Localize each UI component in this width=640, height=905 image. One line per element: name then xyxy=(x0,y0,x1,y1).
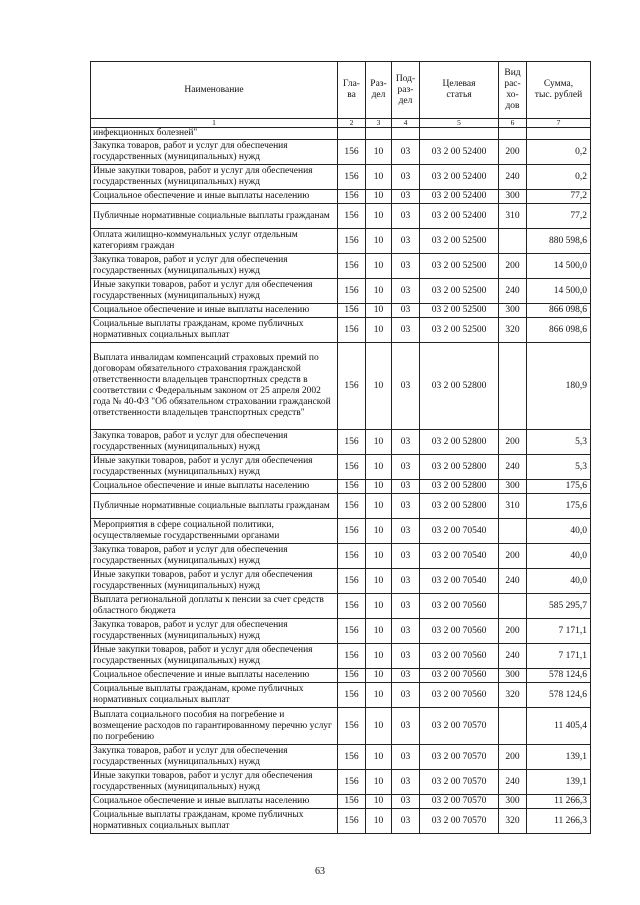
budget-table-sheet xyxy=(90,61,590,834)
row-sum: 11 405,4 xyxy=(527,708,591,745)
column-number: 4 xyxy=(392,119,420,128)
row-chapter: 156 xyxy=(338,809,366,834)
header-sum: Сумма, тыс. рублей xyxy=(527,62,591,119)
header-row xyxy=(91,62,591,119)
row-section: 10 xyxy=(366,190,392,204)
row-name: Иные закупки товаров, работ и услуг для обеспечения государственных (муниципальных) нужд xyxy=(91,770,338,795)
row-section: 10 xyxy=(366,318,392,343)
row-chapter: 156 xyxy=(338,165,366,190)
row-section: 10 xyxy=(366,279,392,304)
row-section: 10 xyxy=(366,455,392,480)
row-subsection: 03 xyxy=(392,455,420,480)
row-target-article: 03 2 00 52500 xyxy=(420,279,499,304)
row-subsection: 03 xyxy=(392,809,420,834)
row-chapter: 156 xyxy=(338,279,366,304)
row-chapter: 156 xyxy=(338,594,366,619)
row-sum: 578 124,6 xyxy=(527,669,591,683)
row-expense-type xyxy=(499,708,527,745)
row-section: 10 xyxy=(366,544,392,569)
row-target-article: 03 2 00 52400 xyxy=(420,165,499,190)
row-sum: 139,1 xyxy=(527,745,591,770)
row-expense-type: 310 xyxy=(499,494,527,519)
row-target-article: 03 2 00 52500 xyxy=(420,318,499,343)
row-expense-type: 320 xyxy=(499,809,527,834)
row-sum: 866 098,6 xyxy=(527,304,591,318)
row-expense-type: 240 xyxy=(499,770,527,795)
row-expense-type: 300 xyxy=(499,669,527,683)
table-row xyxy=(91,279,591,304)
table-row xyxy=(91,254,591,279)
row-section: 10 xyxy=(366,229,392,254)
row-name: Иные закупки товаров, работ и услуг для обеспечения государственных (муниципальных) нужд xyxy=(91,569,338,594)
row-expense-type xyxy=(499,229,527,254)
row-section: 10 xyxy=(366,254,392,279)
row-section: 10 xyxy=(366,809,392,834)
row-chapter: 156 xyxy=(338,254,366,279)
row-sum: 139,1 xyxy=(527,770,591,795)
row-chapter: 156 xyxy=(338,343,366,430)
table-row xyxy=(91,594,591,619)
table-row xyxy=(91,480,591,494)
column-number: 2 xyxy=(338,119,366,128)
row-subsection: 03 xyxy=(392,254,420,279)
row-section: 10 xyxy=(366,795,392,809)
row-expense-type: 300 xyxy=(499,304,527,318)
row-name: Закупка товаров, работ и услуг для обеспечения государственных (муниципальных) нужд xyxy=(91,745,338,770)
row-chapter: 156 xyxy=(338,669,366,683)
table-row xyxy=(91,494,591,519)
row-name: Выплата региональной доплаты к пенсии за счет средств областного бюджета xyxy=(91,594,338,619)
row-subsection: 03 xyxy=(392,229,420,254)
row-name: Иные закупки товаров, работ и услуг для обеспечения государственных (муниципальных) нужд xyxy=(91,279,338,304)
table-row xyxy=(91,128,591,140)
row-target-article: 03 2 00 70560 xyxy=(420,619,499,644)
row-chapter: 156 xyxy=(338,430,366,455)
row-subsection: 03 xyxy=(392,519,420,544)
column-number: 3 xyxy=(366,119,392,128)
row-name: Закупка товаров, работ и услуг для обеспечения государственных (муниципальных) нужд xyxy=(91,254,338,279)
column-number: 5 xyxy=(420,119,499,128)
row-target-article: 03 2 00 52500 xyxy=(420,254,499,279)
row-section: 10 xyxy=(366,304,392,318)
table-row xyxy=(91,190,591,204)
row-sum: 585 295,7 xyxy=(527,594,591,619)
row-name: Закупка товаров, работ и услуг для обеспечения государственных (муниципальных) нужд xyxy=(91,544,338,569)
row-chapter: 156 xyxy=(338,204,366,229)
row-sum: 11 266,3 xyxy=(527,809,591,834)
row-name: Иные закупки товаров, работ и услуг для обеспечения государственных (муниципальных) нужд xyxy=(91,455,338,480)
row-subsection: 03 xyxy=(392,770,420,795)
row-expense-type: 200 xyxy=(499,254,527,279)
table-body xyxy=(91,128,591,834)
row-name: Выплата инвалидам компенсаций страховых премий по договорам обязательного страхования гражданской ответственности владельцев транспортных средств в соответствии с Федеральным законом от 25 апреля 2002 года № 40-ФЗ "Об обязательном страховании гражданской ответственности владельцев транспортных средств" xyxy=(91,343,338,430)
row-subsection xyxy=(392,128,420,140)
row-expense-type: 200 xyxy=(499,430,527,455)
row-sum: 11 266,3 xyxy=(527,795,591,809)
row-chapter: 156 xyxy=(338,480,366,494)
row-section: 10 xyxy=(366,644,392,669)
row-expense-type: 240 xyxy=(499,279,527,304)
row-chapter: 156 xyxy=(338,770,366,795)
row-sum: 175,6 xyxy=(527,494,591,519)
row-expense-type xyxy=(499,519,527,544)
row-section: 10 xyxy=(366,619,392,644)
row-sum: 40,0 xyxy=(527,544,591,569)
row-chapter: 156 xyxy=(338,683,366,708)
table-row xyxy=(91,619,591,644)
row-name: Закупка товаров, работ и услуг для обеспечения государственных (муниципальных) нужд xyxy=(91,140,338,165)
row-section: 10 xyxy=(366,480,392,494)
row-sum: 7 171,1 xyxy=(527,644,591,669)
row-chapter: 156 xyxy=(338,745,366,770)
row-chapter: 156 xyxy=(338,304,366,318)
row-name: Мероприятия в сфере социальной политики, осуществляемые государственными органами xyxy=(91,519,338,544)
row-target-article: 03 2 00 70570 xyxy=(420,809,499,834)
row-section: 10 xyxy=(366,519,392,544)
row-sum: 77,2 xyxy=(527,204,591,229)
row-expense-type: 300 xyxy=(499,795,527,809)
header-glava: Гла- ва xyxy=(338,62,366,119)
row-subsection: 03 xyxy=(392,343,420,430)
row-target-article: 03 2 00 52400 xyxy=(420,190,499,204)
table-row xyxy=(91,544,591,569)
row-subsection: 03 xyxy=(392,795,420,809)
row-name: Социальное обеспечение и иные выплаты населению xyxy=(91,795,338,809)
table-row xyxy=(91,795,591,809)
row-name: Социальные выплаты гражданам, кроме публичных нормативных социальных выплат xyxy=(91,683,338,708)
header-expense-type: Вид рас- хо- дов xyxy=(499,62,527,119)
row-chapter: 156 xyxy=(338,569,366,594)
row-target-article: 03 2 00 52800 xyxy=(420,455,499,480)
budget-table xyxy=(90,61,591,834)
row-section: 10 xyxy=(366,745,392,770)
row-expense-type: 310 xyxy=(499,204,527,229)
row-sum xyxy=(527,128,591,140)
row-target-article: 03 2 00 52800 xyxy=(420,494,499,519)
row-target-article: 03 2 00 52400 xyxy=(420,140,499,165)
table-row xyxy=(91,569,591,594)
row-sum: 7 171,1 xyxy=(527,619,591,644)
row-subsection: 03 xyxy=(392,204,420,229)
row-sum: 866 098,6 xyxy=(527,318,591,343)
table-row xyxy=(91,669,591,683)
row-name: Закупка товаров, работ и услуг для обеспечения государственных (муниципальных) нужд xyxy=(91,619,338,644)
row-chapter: 156 xyxy=(338,494,366,519)
row-section: 10 xyxy=(366,204,392,229)
table-row xyxy=(91,644,591,669)
header-target-article: Целевая статья xyxy=(420,62,499,119)
row-name: Социальные выплаты гражданам, кроме публичных нормативных социальных выплат xyxy=(91,318,338,343)
row-expense-type xyxy=(499,128,527,140)
row-section xyxy=(366,128,392,140)
row-chapter: 156 xyxy=(338,455,366,480)
row-subsection: 03 xyxy=(392,140,420,165)
row-name: Иные закупки товаров, работ и услуг для обеспечения государственных (муниципальных) нужд xyxy=(91,644,338,669)
row-name: Социальное обеспечение и иные выплаты населению xyxy=(91,480,338,494)
row-section: 10 xyxy=(366,594,392,619)
row-target-article: 03 2 00 70560 xyxy=(420,669,499,683)
row-target-article: 03 2 00 70540 xyxy=(420,519,499,544)
row-name: Социальное обеспечение и иные выплаты населению xyxy=(91,669,338,683)
row-expense-type: 240 xyxy=(499,455,527,480)
row-section: 10 xyxy=(366,708,392,745)
table-row xyxy=(91,745,591,770)
row-subsection: 03 xyxy=(392,190,420,204)
page-number: 63 xyxy=(315,866,325,877)
row-subsection: 03 xyxy=(392,708,420,745)
row-name: Закупка товаров, работ и услуг для обеспечения государственных (муниципальных) нужд xyxy=(91,430,338,455)
row-section: 10 xyxy=(366,140,392,165)
column-number: 7 xyxy=(527,119,591,128)
row-subsection: 03 xyxy=(392,544,420,569)
row-chapter: 156 xyxy=(338,190,366,204)
row-chapter: 156 xyxy=(338,519,366,544)
row-chapter: 156 xyxy=(338,140,366,165)
row-sum: 14 500,0 xyxy=(527,279,591,304)
table-row xyxy=(91,770,591,795)
row-subsection: 03 xyxy=(392,569,420,594)
row-expense-type: 240 xyxy=(499,165,527,190)
row-expense-type: 240 xyxy=(499,644,527,669)
row-expense-type xyxy=(499,343,527,430)
row-subsection: 03 xyxy=(392,683,420,708)
row-name: Социальные выплаты гражданам, кроме публичных нормативных социальных выплат xyxy=(91,809,338,834)
row-subsection: 03 xyxy=(392,279,420,304)
row-chapter: 156 xyxy=(338,229,366,254)
row-target-article: 03 2 00 70560 xyxy=(420,644,499,669)
row-subsection: 03 xyxy=(392,644,420,669)
column-number-row xyxy=(91,119,591,128)
table-row xyxy=(91,809,591,834)
row-subsection: 03 xyxy=(392,494,420,519)
row-section: 10 xyxy=(366,770,392,795)
row-target-article: 03 2 00 52500 xyxy=(420,229,499,254)
row-name: Социальное обеспечение и иные выплаты населению xyxy=(91,190,338,204)
row-target-article: 03 2 00 70560 xyxy=(420,594,499,619)
row-expense-type: 200 xyxy=(499,745,527,770)
row-sum: 880 598,6 xyxy=(527,229,591,254)
table-row xyxy=(91,204,591,229)
row-target-article xyxy=(420,128,499,140)
row-expense-type: 200 xyxy=(499,140,527,165)
row-sum: 0,2 xyxy=(527,140,591,165)
row-subsection: 03 xyxy=(392,430,420,455)
row-sum: 77,2 xyxy=(527,190,591,204)
table-row xyxy=(91,304,591,318)
row-sum: 5,3 xyxy=(527,455,591,480)
column-number: 1 xyxy=(91,119,338,128)
row-expense-type: 300 xyxy=(499,190,527,204)
header-podrazdel: Под- раз- дел xyxy=(392,62,420,119)
row-target-article: 03 2 00 70540 xyxy=(420,569,499,594)
row-expense-type xyxy=(499,594,527,619)
table-row xyxy=(91,683,591,708)
row-sum: 175,6 xyxy=(527,480,591,494)
header-name: Наименование xyxy=(91,62,338,119)
row-section: 10 xyxy=(366,343,392,430)
row-sum: 0,2 xyxy=(527,165,591,190)
row-target-article: 03 2 00 70540 xyxy=(420,544,499,569)
row-sum: 14 500,0 xyxy=(527,254,591,279)
row-target-article: 03 2 00 70560 xyxy=(420,683,499,708)
row-expense-type: 200 xyxy=(499,619,527,644)
table-row xyxy=(91,430,591,455)
row-chapter: 156 xyxy=(338,644,366,669)
row-expense-type: 320 xyxy=(499,318,527,343)
row-chapter: 156 xyxy=(338,544,366,569)
row-chapter: 156 xyxy=(338,318,366,343)
row-subsection: 03 xyxy=(392,669,420,683)
row-sum: 5,3 xyxy=(527,430,591,455)
row-target-article: 03 2 00 70570 xyxy=(420,708,499,745)
row-section: 10 xyxy=(366,430,392,455)
row-name: Публичные нормативные социальные выплаты гражданам xyxy=(91,204,338,229)
row-name: Публичные нормативные социальные выплаты гражданам xyxy=(91,494,338,519)
table-row xyxy=(91,318,591,343)
row-section: 10 xyxy=(366,683,392,708)
row-target-article: 03 2 00 52800 xyxy=(420,430,499,455)
row-expense-type: 200 xyxy=(499,544,527,569)
column-number: 6 xyxy=(499,119,527,128)
row-subsection: 03 xyxy=(392,165,420,190)
row-section: 10 xyxy=(366,494,392,519)
row-sum: 40,0 xyxy=(527,569,591,594)
row-expense-type: 240 xyxy=(499,569,527,594)
row-expense-type: 320 xyxy=(499,683,527,708)
row-section: 10 xyxy=(366,669,392,683)
row-chapter xyxy=(338,128,366,140)
row-target-article: 03 2 00 52800 xyxy=(420,480,499,494)
row-subsection: 03 xyxy=(392,594,420,619)
row-target-article: 03 2 00 52800 xyxy=(420,343,499,430)
row-subsection: 03 xyxy=(392,480,420,494)
header-razdel: Раз- дел xyxy=(366,62,392,119)
row-target-article: 03 2 00 70570 xyxy=(420,795,499,809)
table-row xyxy=(91,140,591,165)
row-name: Оплата жилищно-коммунальных услуг отдельным категориям граждан xyxy=(91,229,338,254)
row-target-article: 03 2 00 70570 xyxy=(420,745,499,770)
row-name: Иные закупки товаров, работ и услуг для обеспечения государственных (муниципальных) нужд xyxy=(91,165,338,190)
row-subsection: 03 xyxy=(392,619,420,644)
row-subsection: 03 xyxy=(392,318,420,343)
row-subsection: 03 xyxy=(392,304,420,318)
row-name: Выплата социального пособия на погребение и возмещение расходов по гарантированному перечню услуг по погребению xyxy=(91,708,338,745)
table-row xyxy=(91,455,591,480)
row-section: 10 xyxy=(366,165,392,190)
row-chapter: 156 xyxy=(338,795,366,809)
table-row xyxy=(91,229,591,254)
row-chapter: 156 xyxy=(338,708,366,745)
row-name: инфекционных болезней" xyxy=(91,128,338,140)
row-name: Социальное обеспечение и иные выплаты населению xyxy=(91,304,338,318)
row-subsection: 03 xyxy=(392,745,420,770)
row-expense-type: 300 xyxy=(499,480,527,494)
table-row xyxy=(91,708,591,745)
row-sum: 180,9 xyxy=(527,343,591,430)
table-row xyxy=(91,343,591,430)
row-target-article: 03 2 00 52500 xyxy=(420,304,499,318)
table-row xyxy=(91,165,591,190)
row-sum: 40,0 xyxy=(527,519,591,544)
row-section: 10 xyxy=(366,569,392,594)
row-target-article: 03 2 00 70570 xyxy=(420,770,499,795)
row-sum: 578 124,6 xyxy=(527,683,591,708)
row-chapter: 156 xyxy=(338,619,366,644)
table-row xyxy=(91,519,591,544)
row-target-article: 03 2 00 52400 xyxy=(420,204,499,229)
